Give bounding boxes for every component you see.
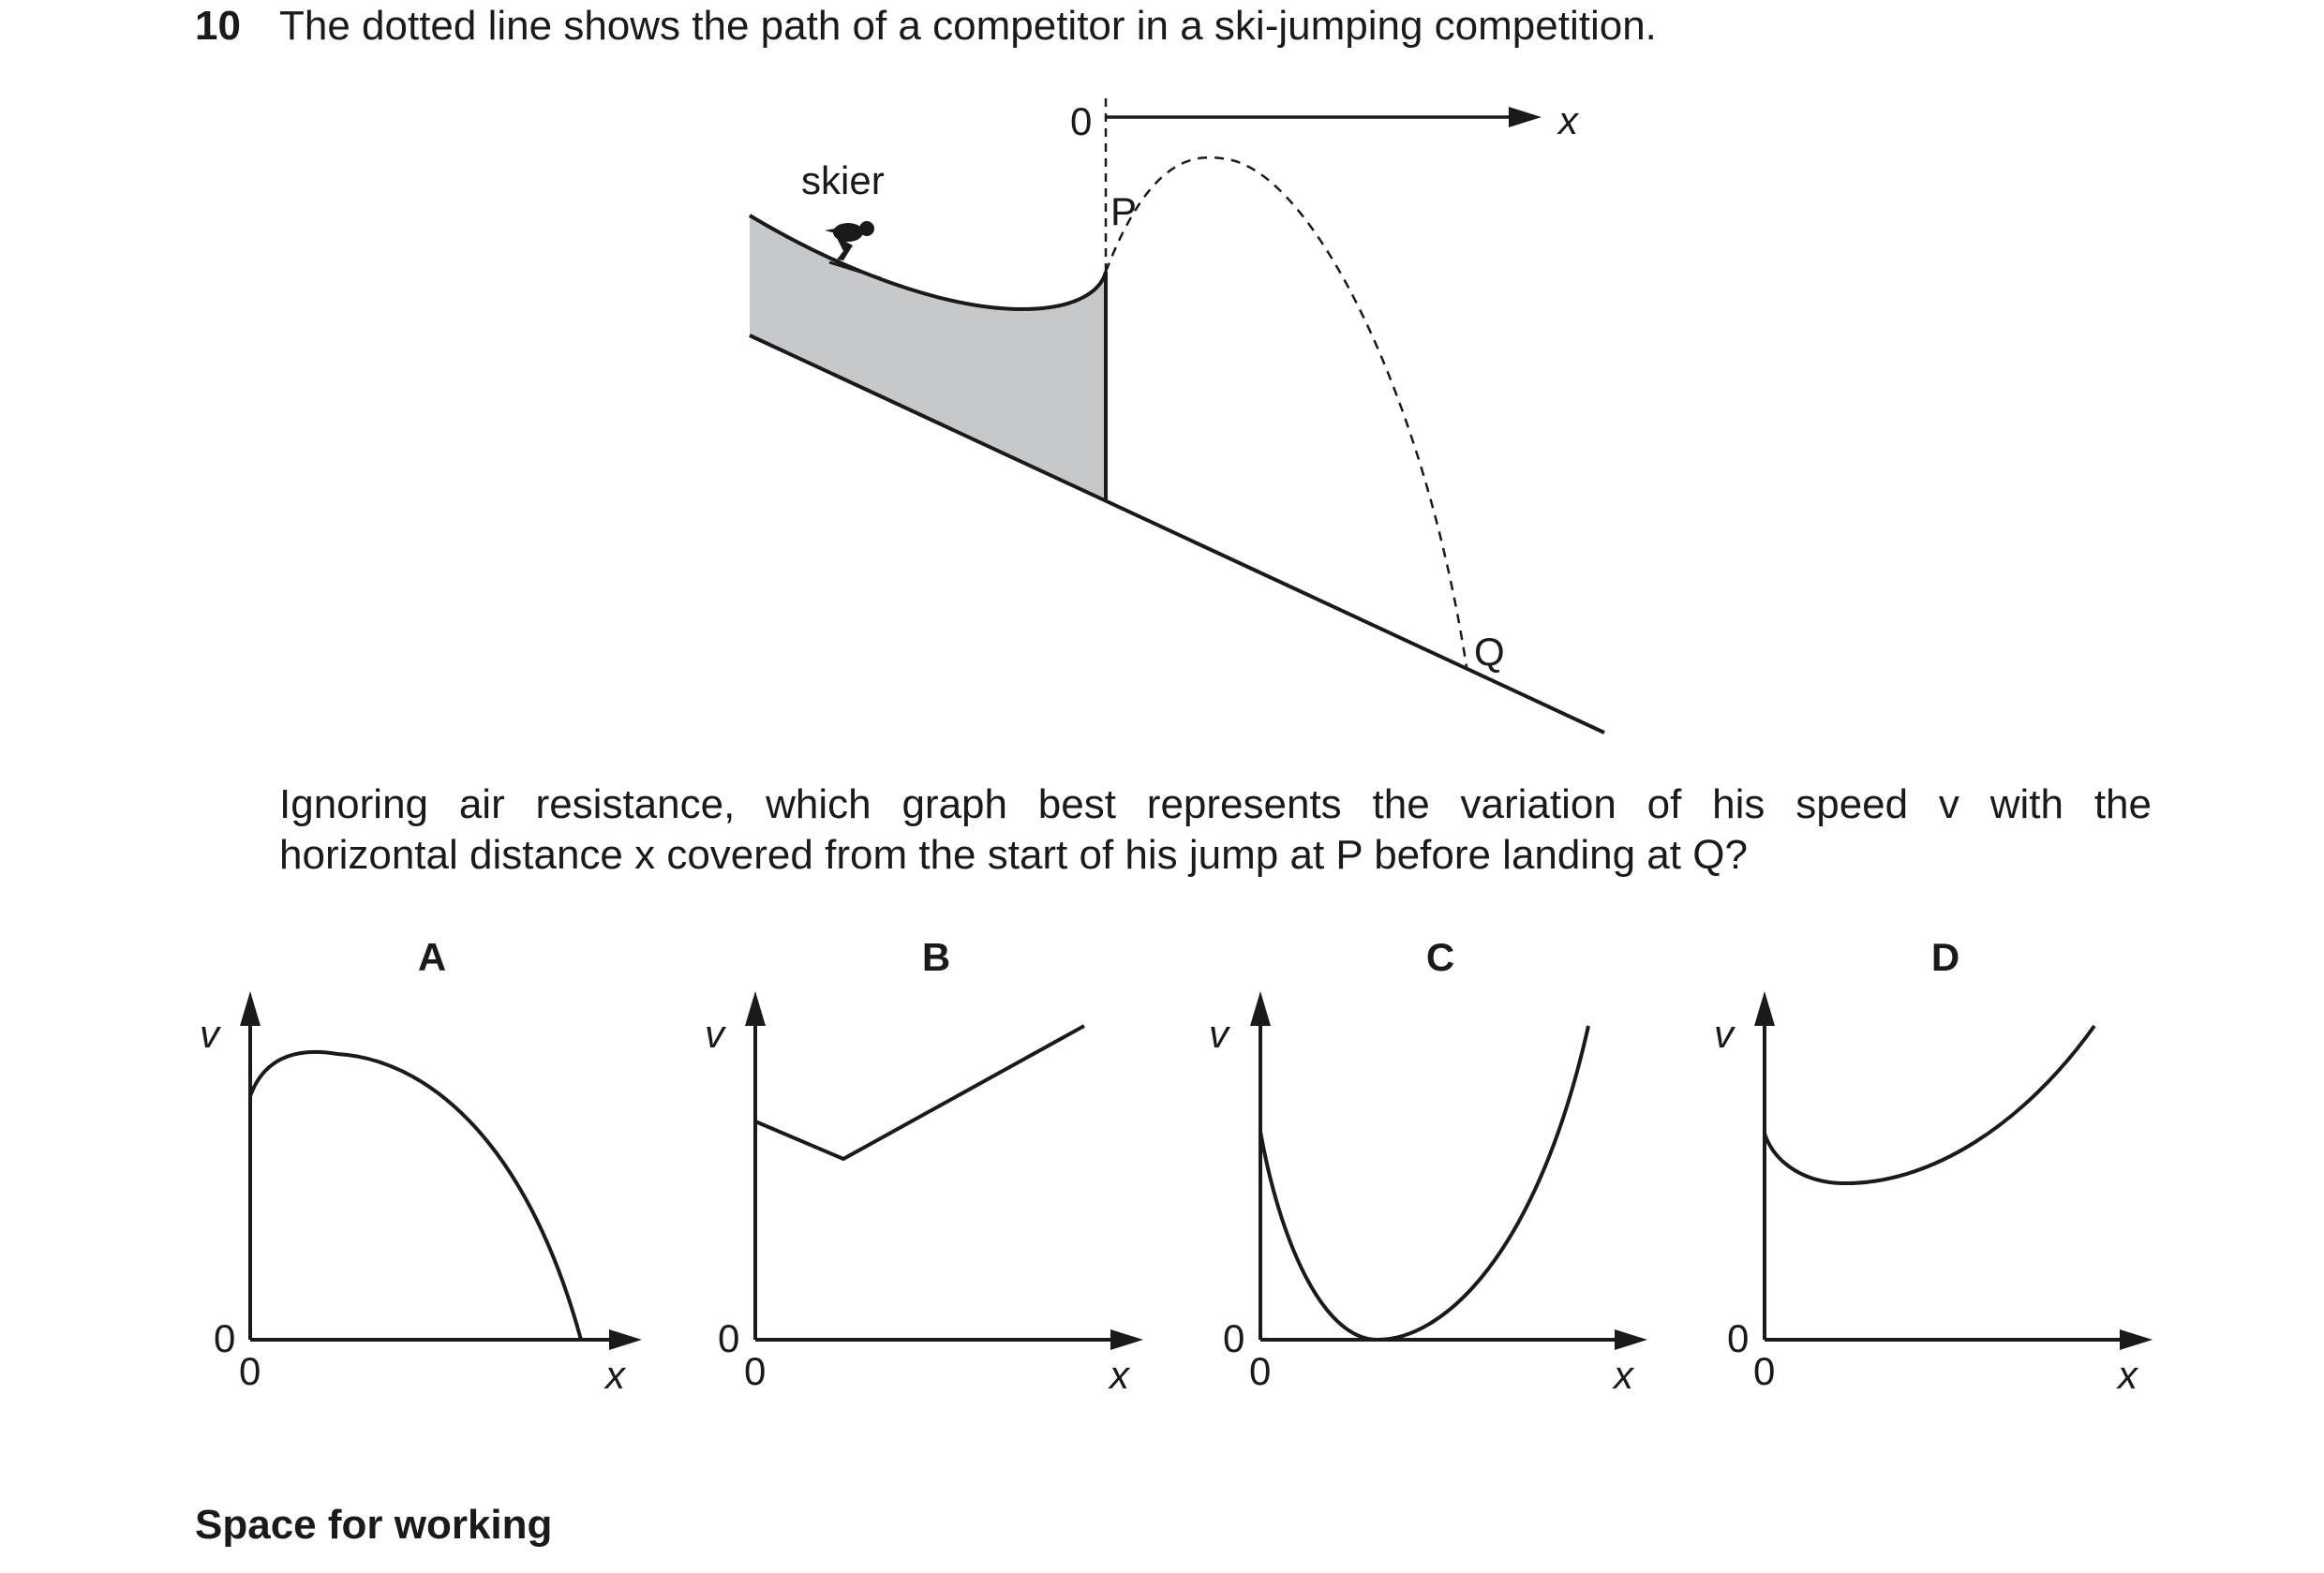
point-q-label: Q (1474, 630, 1505, 674)
graph-c-x-label: x (1614, 1353, 1633, 1397)
graph-d-curve (1765, 1026, 2094, 1183)
graph-d-origin-x: 0 (1753, 1349, 1776, 1393)
prompt-line-1: Ignoring air resistance, which graph best represents the variation of his speed v with the (279, 781, 2152, 827)
skier-label: skier (801, 158, 885, 202)
graph-b-x-arrowhead (1110, 1329, 1143, 1350)
graph-c-y-label: v (1209, 1012, 1229, 1056)
prompt-line-2: horizontal distance x covered from the start of his jump at P before landing at Q? (279, 832, 1748, 878)
space-for-working-label: Space for working (195, 1502, 553, 1548)
graph-d-x-arrowhead (2120, 1329, 2153, 1350)
question-number: 10 (195, 3, 241, 49)
trajectory-dashed (1106, 157, 1467, 667)
graph-c-y-arrowhead (1250, 991, 1271, 1026)
ski-jump-diagram (750, 98, 1604, 733)
graph-d (1714, 935, 2153, 1397)
graph-b-y-label: v (705, 1012, 724, 1056)
diagram-x-label: x (1558, 98, 1578, 142)
x-axis-arrowhead (1509, 107, 1542, 127)
graph-a-origin-x: 0 (239, 1349, 261, 1393)
point-p-label: P (1110, 189, 1138, 233)
graph-a-x-label: x (605, 1353, 625, 1397)
question-prompt (279, 779, 2152, 881)
graph-a (200, 935, 642, 1397)
graph-b-origin-y: 0 (718, 1316, 740, 1360)
graph-d-x-label: x (2118, 1353, 2138, 1397)
graph-c-x-arrowhead (1615, 1329, 1647, 1350)
graph-c (1209, 935, 1647, 1397)
graph-b-curve (755, 1026, 1084, 1159)
graph-a-y-arrowhead (240, 991, 261, 1026)
graph-a-x-arrowhead (609, 1329, 642, 1350)
graph-a-y-label: v (200, 1012, 219, 1056)
diagram-origin-label: 0 (1070, 99, 1093, 143)
graph-b-y-arrowhead (745, 991, 766, 1026)
graph-a-letter: A (417, 935, 447, 979)
graph-b-x-label: x (1110, 1353, 1129, 1397)
graph-d-origin-y: 0 (1727, 1316, 1750, 1360)
graph-d-y-label: v (1714, 1012, 1734, 1056)
ramp-shading (750, 215, 1106, 499)
graph-d-y-arrowhead (1754, 991, 1775, 1026)
graph-c-letter: C (1425, 935, 1455, 979)
graph-c-origin-y: 0 (1223, 1316, 1245, 1360)
graph-d-letter: D (1930, 935, 1960, 979)
graph-c-curve (1260, 1026, 1588, 1340)
graph-b-letter: B (921, 935, 951, 979)
graph-b (705, 935, 1143, 1397)
question-text: The dotted line shows the path of a competitor in a ski-jumping competition. (279, 3, 1657, 49)
graph-b-origin-x: 0 (744, 1349, 767, 1393)
graph-a-curve (250, 1052, 581, 1340)
graph-a-origin-y: 0 (214, 1316, 236, 1360)
graph-c-origin-x: 0 (1249, 1349, 1272, 1393)
